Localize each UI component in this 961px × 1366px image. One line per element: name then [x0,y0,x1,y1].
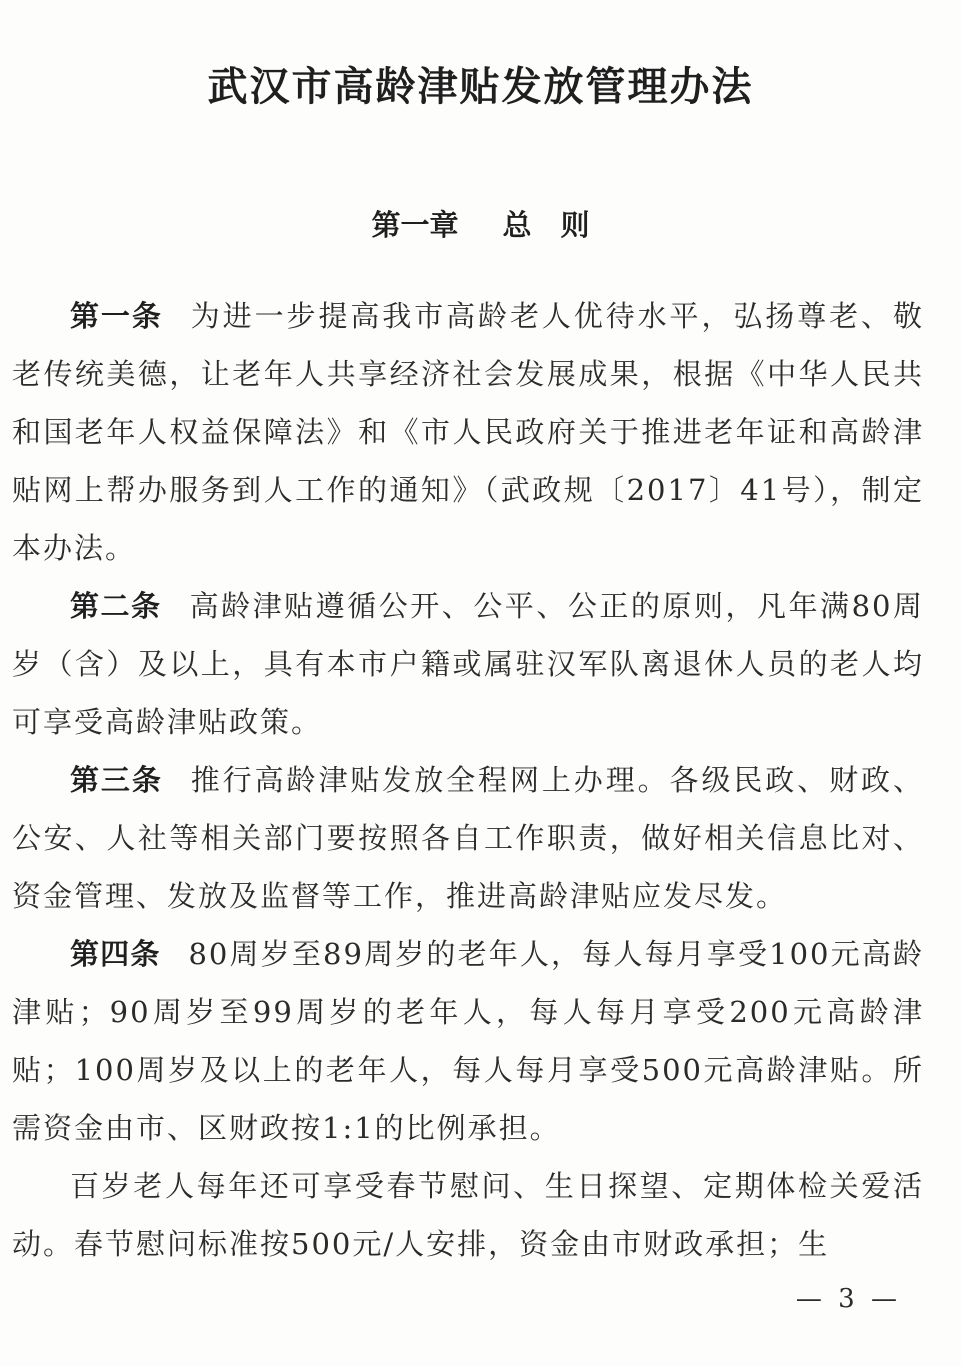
article-number: 第二条 [70,589,162,623]
continuation-paragraph: 百岁老人每年还可享受春节慰问、生日探望、定期体检关爱活动。春节慰问标准按500元/人安排，资金由市财政承担；生 [12,1169,924,1261]
article-number: 第四条 [70,937,161,971]
article-text: 推行高龄津贴发放全程网上办理。各级民政、财政、公安、人社等相关部门要按照各自工作职责，做好相关信息比对、资金管理、发放及监督等工作，推进高龄津贴应发尽发。 [12,763,924,913]
article-text: 80周岁至89周岁的老年人，每人每月享受100元高龄津贴；90周岁至99周岁的老年人，每人每月享受200元高龄津贴；100周岁及以上的老年人，每人每月享受500元高龄津贴。所需资金由市、区财政按1:1的比例承担。 [12,937,924,1145]
article-number: 第三条 [70,763,163,797]
chapter-heading [0,203,961,244]
chapter-number: 第一章 [371,208,459,242]
document-title: 武汉市高龄津贴发放管理办法 [207,64,754,110]
article-paragraph [12,751,924,925]
document-body [12,287,924,1273]
article-number: 第一条 [70,299,163,333]
page-number: — 3 — [795,1284,901,1314]
article-paragraph [12,577,924,751]
article-paragraph [12,287,924,577]
article-text: 为进一步提高我市高龄老人优待水平，弘扬尊老、敬老传统美德，让老年人共享经济社会发展成果，根据《中华人民共和国老年人权益保障法》和《市人民政府关于推进老年证和高龄津贴网上帮办服务到人工作的通知》（武政规〔2017〕41号），制定本办法。 [12,299,924,565]
article-paragraph [12,925,924,1157]
article-text: 高龄津贴遵循公开、公平、公正的原则，凡年满80周岁（含）及以上，具有本市户籍或属驻汉军队离退休人员的老人均可享受高龄津贴政策。 [12,589,924,739]
chapter-name: 总 则 [502,208,590,242]
